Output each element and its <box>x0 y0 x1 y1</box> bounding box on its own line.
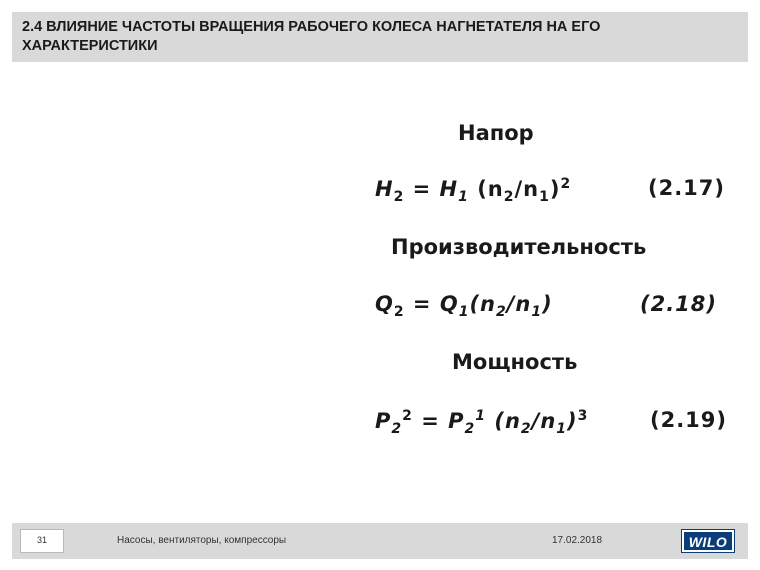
flow-equation-number: (2.18) <box>640 292 718 316</box>
footer-caption: Насосы, вентиляторы, компрессоры <box>117 535 287 546</box>
head-equation-number: (2.17) <box>648 176 726 200</box>
footer-bar <box>12 523 748 559</box>
head-formula: $H_2 = H_1$ $(n_2/n_1)^2$ <box>375 176 572 206</box>
slide-title: 2.4 ВЛИЯНИЕ ЧАСТОТЫ ВРАЩЕНИЯ РАБОЧЕГО КОЛЕСА НАГНЕТАТЕЛЯ НА ЕГО ХАРАКТЕРИСТИКИ <box>22 19 601 54</box>
flow-heading: Производительность <box>391 235 647 259</box>
power-heading: Мощность <box>452 350 578 374</box>
title-bar <box>12 12 748 62</box>
power-formula: $P_2^2 = P_2^1$ $(n_2/n_1)^3$ <box>375 408 589 438</box>
power-equation-number: (2.19) <box>650 408 728 432</box>
page-number: 31 <box>36 535 47 545</box>
wilo-logo <box>682 530 734 552</box>
page-number-box <box>20 529 64 553</box>
head-heading: Напор <box>458 121 534 145</box>
flow-formula: $Q_2 = Q_1(n_2/n_1)$ <box>375 292 553 321</box>
logo-text: WILO <box>688 534 728 550</box>
footer-date: 17.02.2018 <box>552 535 603 546</box>
